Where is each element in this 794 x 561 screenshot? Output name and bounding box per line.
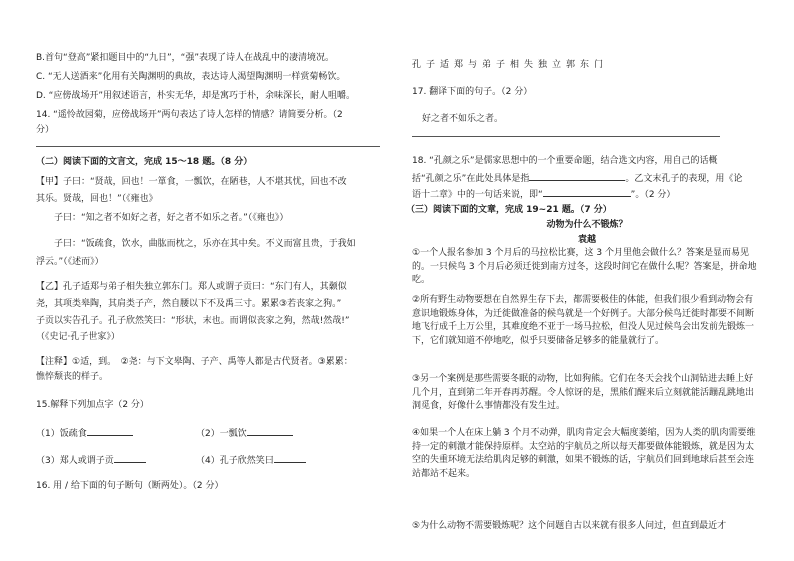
q15-blank-2[interactable] — [247, 426, 293, 436]
passage-yi-line4: （《史记·孔子世家》） — [36, 332, 120, 342]
q17-sentence: 好之者不如乐之者。 — [422, 114, 504, 124]
passage-jia-line1: 【甲】子曰：“贤哉，回也！一箪食，一瓢饮，在陋巷，人不堪其忧，回也不改 — [36, 177, 347, 187]
q18-blank-2[interactable] — [543, 187, 631, 197]
paragraph-2: ②所有野生动物要想在自然界生存下去，都需要极佳的体能，但我们很少看到动物会有意识地锻炼身体，为迁徙做准备的候鸟就是一个好例子。大部分候鸟迁徙时都要不间断地飞行成千上万公里，其难度绝不亚于一场马拉松，但没人见过候鸟会出发前先锻炼一下，它们就知道不停地吃，似乎只要储备足够多的能量就行了。 — [412, 295, 755, 346]
note-line1: 【注释】①适，到。 ②尧：与下文皋陶、子产、禹等人都是古代贤者。③累累： — [36, 357, 353, 367]
paragraph-1: ①一个人报名参加 3 个月后的马拉松比赛，这 3 个月里他会做什么？答案是显而易见的。一只候鸟 3 个月后必须迁徙到南方过冬，这段时间它在做什么呢？答案是，拼命地吃。 — [412, 248, 757, 285]
q15-blank-1[interactable] — [87, 426, 133, 436]
passage-zhizhe: 子曰：“知之者不如好之者，好之者不如乐之者。”（《雍也》） — [54, 213, 289, 223]
passage-yi-line1: 【乙】孔子适郑与弟子相失独立郭东门。郑人或谓子贡曰：“东门有人，其颡似 — [36, 282, 347, 292]
question-18-line1: 18. “孔颜之乐”是儒家思想中的一个重要命题，结合选文内容，用自己的话概 — [412, 156, 718, 166]
paragraph-4: ④如果一个人在床上躺 3 个月不动弹，肌肉肯定会大幅度萎缩，因为人类的肌肉需要维持一定的刺激才能保持原样。太空站的宇航员之所以每天都要做体能锻炼，就是因为太空的失重环境无法给肌肉足够的刺激，如果不锻炼的话，宇航员们回到地球后甚至会连站都站不起来。 — [412, 428, 756, 479]
q18-blank-1[interactable] — [529, 171, 625, 181]
option-d: D. “应傍战场开”用叙述语言，朴实无华，却是寓巧于朴，余味深长，耐人咀嚼。 — [36, 91, 355, 101]
passage-fan-line1: 子曰：“饭疏食，饮水，曲肱而枕之，乐亦在其中矣。不义而富且贵，于我如 — [54, 239, 356, 249]
answer-line[interactable] — [36, 146, 380, 147]
option-c: C. “无人送酒来”化用有关陶渊明的典故，表达诗人渴望陶渊明一样赏菊畅饮。 — [36, 72, 346, 82]
passage-jia-line2: 其乐。贤哉，回也！”（《雍也》 — [36, 194, 158, 204]
q15-item-1: （1）饭疏食 — [36, 426, 133, 440]
question-18-line3: 语十二章》中的一句话来说，即“ ”。（2 分） — [412, 187, 675, 201]
article-title: 动物为什么不锻炼？ — [546, 220, 628, 230]
article-author: 袁越 — [577, 235, 596, 245]
option-b: B.首句“登高”紧扣题目中的“九日”，“强”表现了诗人在战乱中的凄清境况。 — [36, 53, 335, 63]
question-18-line2: 括“孔颜之乐”在此处具体是指 。乙文末孔子的表现，用《论 — [412, 171, 742, 185]
paragraph-3: ③另一个案例是那些需要冬眠的动物，比如狗熊。它们在冬天会找个山洞钻进去睡上好几个月，直到第二年开春再苏醒。令人惊讶的是，黑熊们醒来后立刻就能活蹦乱跳地出洞觅食，好像什么事情都没有发生过。 — [412, 374, 755, 411]
q15-item-3: （3）郑人或谓子贡 — [36, 453, 146, 467]
question-16: 16. 用 / 给下面的句子断句（断两处）。（2 分） — [36, 481, 224, 491]
q17-answer-line[interactable] — [412, 136, 720, 137]
note-line2: 憔悴颓丧的样子。 — [36, 372, 109, 382]
q15-blank-4[interactable] — [274, 453, 306, 463]
passage-yi-line2: 尧，其项类皋陶，其肩类子产，然自腰以下不及禹三寸。累累③若丧家之狗。” — [36, 299, 342, 309]
question-17: 17. 翻译下面的句子。（2 分） — [412, 87, 533, 97]
q16-sentence: 孔子适郑与弟子相失独立郭东门 — [412, 60, 609, 70]
q15-blank-3[interactable] — [114, 453, 146, 463]
section-2-title: （二）阅读下面的文言文，完成 15～18 题。（8 分） — [36, 157, 253, 167]
question-14-cont: 分） — [36, 125, 55, 135]
passage-fan-line2: 浮云。”（《述而》） — [36, 257, 104, 267]
q15-item-4: （4）孔子欣然笑曰 — [196, 453, 306, 467]
section-3-title: （三）阅读下面的文章，完成 19~21 题。（7 分） — [406, 205, 612, 215]
question-15: 15.解释下列加点字（2 分） — [36, 400, 149, 410]
paragraph-5: ⑤为什么动物不需要锻炼呢？这个问题自古以来就有很多人问过，但直到最近才 — [412, 521, 727, 531]
passage-yi-line3: 子贡以实告孔子。孔子欣然笑曰：“形状，末也。而谓似丧家之狗，然哉!然哉!” — [36, 316, 350, 326]
question-14: 14. “遥怜故园菊，应傍战场开”两句表达了诗人怎样的情感？请简要分析。（2 — [36, 110, 343, 120]
q15-item-2: （2）一瓢饮 — [196, 426, 293, 440]
